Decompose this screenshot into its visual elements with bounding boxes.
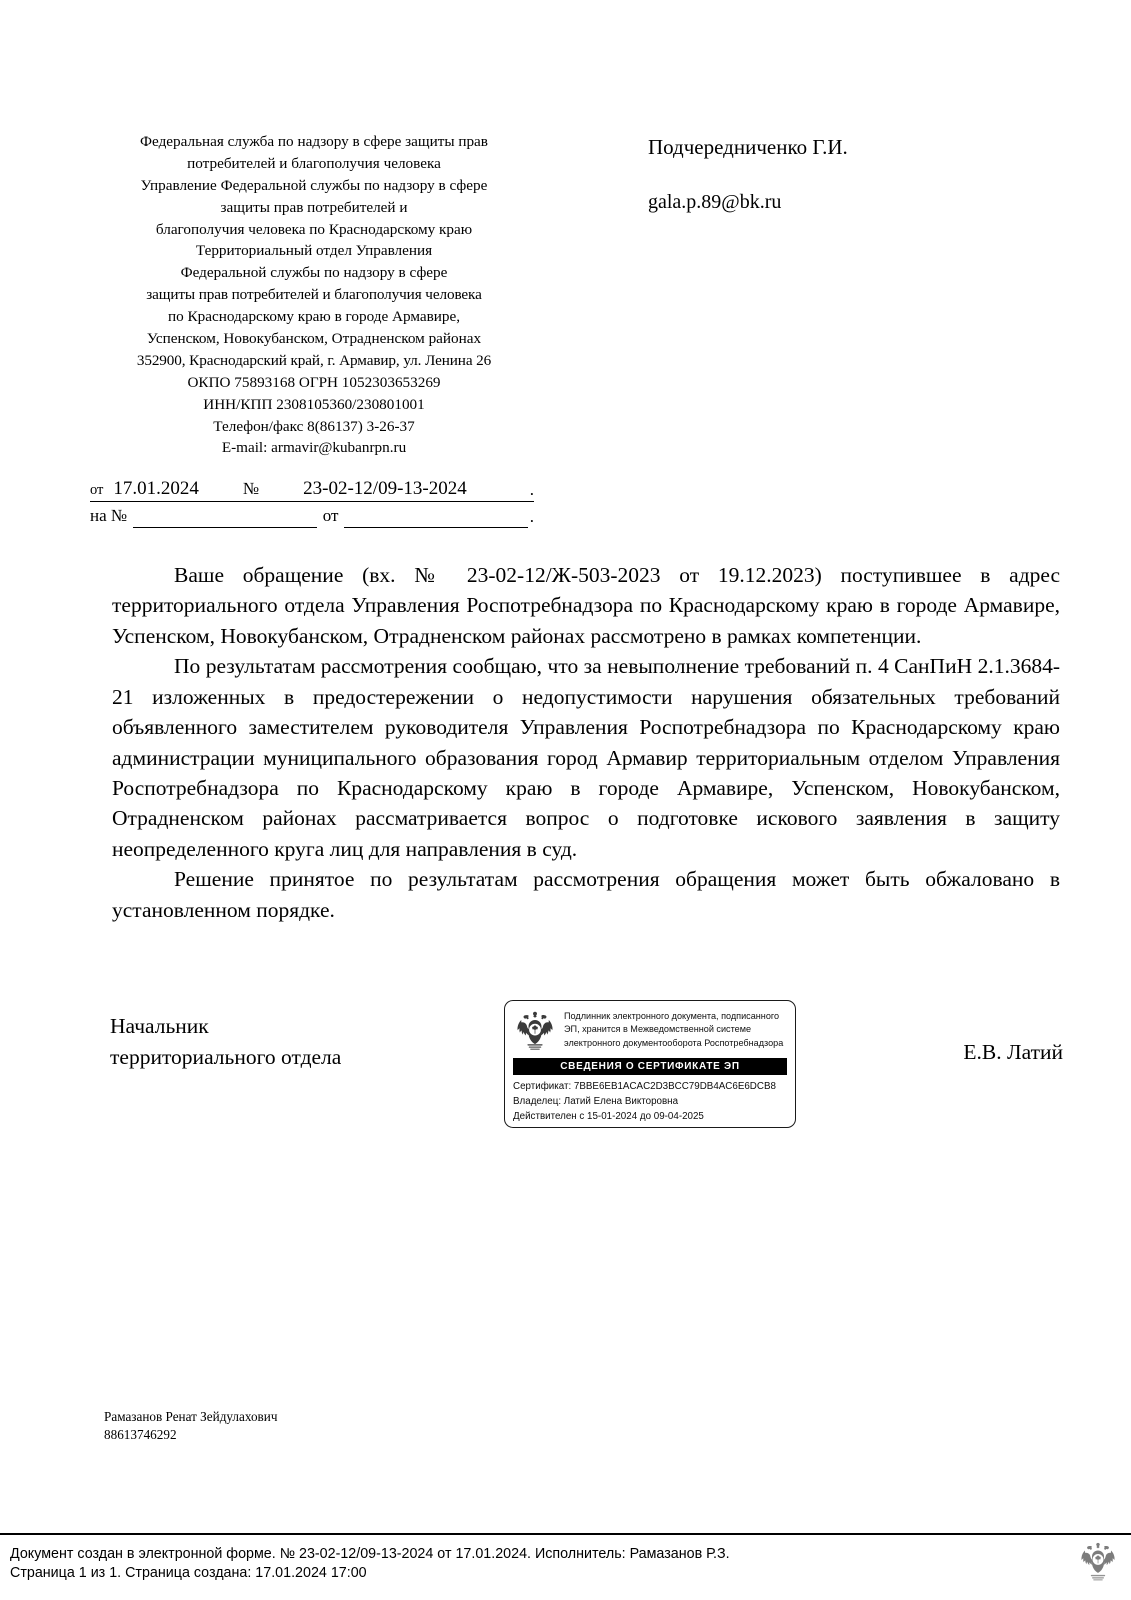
footer-line2: Страница 1 из 1. Страница создана: 17.01.2024 17:00 <box>10 1565 367 1582</box>
footer-metadata <box>10 1545 730 1584</box>
footer-line1: Документ создан в электронной форме. № 23-02-12/09-13-2024 от 17.01.2024. Исполнитель: Рамазанов Р.З. <box>10 1546 730 1562</box>
signatory-position-line1: Начальник <box>110 1014 209 1038</box>
reference-reply-period: . <box>529 507 534 526</box>
letterhead-line: Территориальный отдел Управления <box>195 242 433 260</box>
letterhead-line: Управление Федеральной службы по надзору в сфере <box>140 176 488 194</box>
stamp-header <box>513 1008 787 1053</box>
letterhead-line: Федеральной службы по надзору в сфере <box>180 264 448 282</box>
addressee-email: gala.p.89@bk.ru <box>648 191 782 214</box>
letterhead-line: Федеральная служба по надзору в сфере защиты прав <box>140 133 488 150</box>
reference-reply-number-blank <box>133 505 317 528</box>
reference-date: 17.01.2024 <box>113 478 199 499</box>
letterhead <box>88 131 540 459</box>
stamp-title-bar: СВЕДЕНИЯ О СЕРТИФИКАТЕ ЭП <box>513 1058 787 1075</box>
stamp-note: Подлинник электронного документа, подписанного ЭП, хранится в Межведомственной системе электронного документооборота Роспотребнадзора <box>564 1011 784 1048</box>
reference-outgoing-row <box>90 474 534 502</box>
reference-reply-date-blank <box>344 505 528 528</box>
letterhead-inn-kpp: ИНН/КПП 2308105360/230801001 <box>203 395 425 413</box>
signatory-position <box>110 1011 341 1072</box>
electronic-signature-stamp <box>504 1000 796 1128</box>
letterhead-email: E-mail: armavir@kubanrpn.ru <box>221 439 407 457</box>
reference-block <box>90 474 534 528</box>
russian-coat-of-arms-icon <box>1079 1541 1117 1585</box>
letterhead-okpo-ogrn: ОКПО 75893168 ОГРН 1052303653269 <box>187 373 441 391</box>
body-paragraph: Решение принятое по результатам рассмотрения обращения может быть обжаловано в установленном порядке. <box>112 867 1060 922</box>
reference-reply-from-label: от <box>322 506 339 525</box>
executor-name: Рамазанов Ренат Зейдулахович <box>104 1409 278 1424</box>
reference-from-label: от <box>90 482 104 498</box>
stamp-owner: Владелец: Латий Елена Викторовна <box>513 1095 679 1107</box>
reference-period: . <box>529 480 534 499</box>
stamp-certificate: Сертификат: 7BBE6EB1ACAC2D3BCC79DB4AC6E6DCB8 <box>513 1081 776 1092</box>
letterhead-line: по Краснодарскому краю в городе Армавире, <box>167 308 461 326</box>
addressee-name: Подчередниченко Г.И. <box>648 135 848 159</box>
executor-block <box>104 1408 277 1444</box>
letterhead-line: благополучия человека по Краснодарскому краю <box>155 220 473 238</box>
stamp-fields <box>513 1080 787 1125</box>
reference-number-label: № <box>242 479 260 498</box>
letterhead-line: потребителей и благополучия человека <box>187 154 441 172</box>
letterhead-address: 352900, Краснодарский край, г. Армавир, ул. Ленина 26 <box>136 351 492 369</box>
signatory-name: Е.В. Латий <box>963 1040 1063 1064</box>
letterhead-line: защиты прав потребителей и благополучия человека <box>146 286 482 304</box>
reference-reply-label: на № <box>90 506 128 525</box>
reference-incoming-row <box>90 502 534 528</box>
russian-coat-of-arms-icon <box>513 1009 557 1053</box>
addressee-block <box>648 135 848 214</box>
stamp-validity: Действителен с 15-01-2024 до 09-04-2025 <box>513 1110 704 1122</box>
executor-phone: 88613746292 <box>104 1427 177 1443</box>
letter-body <box>112 560 1060 925</box>
reference-number: 23-02-12/09-13-2024 <box>303 478 467 499</box>
body-paragraph: Ваше обращение (вх. № 23-02-12/Ж-503-2023 от 19.12.2023) поступившее в адрес территориального отдела Управления Роспотребнадзора по Краснодарскому краю в городе Армавире, Успенском, Новокубанском, Отрадненском районах рассмотрено в рамках компетенции. <box>112 563 1060 648</box>
footer-divider <box>0 1533 1131 1535</box>
letterhead-phone: Телефон/факс 8(86137) 3-26-37 <box>213 417 415 435</box>
letterhead-line: защиты прав потребителей и <box>220 198 408 216</box>
letterhead-line: Успенском, Новокубанском, Отрадненском районах <box>146 330 482 348</box>
body-paragraph: По результатам рассмотрения сообщаю, что за невыполнение требований п. 4 СанПиН 2.1.3684-21 изложенных в предостережении о недопустимости нарушения обязательных требований объявленного заместителем руководителя Управления Роспотребнадзора по Краснодарскому краю администрации муниципального образования город Армавир территориальным отделом Управления Роспотребнадзора по Краснодарскому краю в городе Армавире, Успенском, Новокубанском, Отрадненском районах рассматривается вопрос о подготовке искового заявления в защиту неопределенного круга лиц для направления в суд. <box>112 654 1060 861</box>
signatory-position-line2: территориального отдела <box>110 1044 342 1069</box>
